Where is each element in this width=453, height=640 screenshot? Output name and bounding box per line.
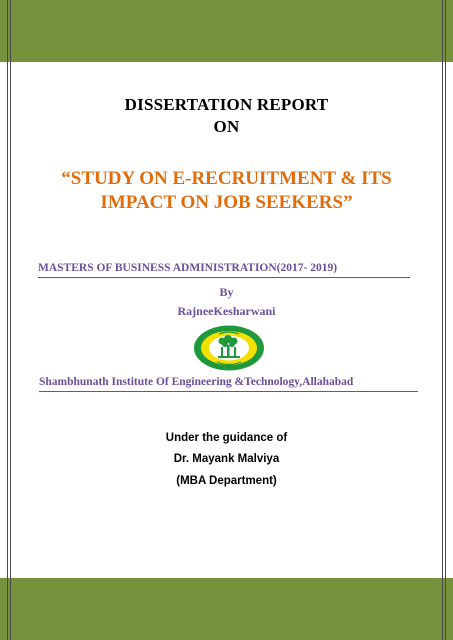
author-name: RajneeKesharwani: [177, 304, 276, 318]
guide-department: (MBA Department): [176, 475, 277, 487]
institute-name: [39, 376, 429, 388]
guide-name: Dr. Mayank Malviya: [173, 453, 280, 465]
institute-underline: [39, 391, 418, 392]
report-title: DISSERTATION REPORT: [124, 95, 329, 114]
report-title-on: ON: [213, 117, 240, 136]
page-body: [12, 62, 441, 578]
topic-line-2: IMPACT ON JOB SEEKERS”: [100, 192, 353, 213]
bottom-green-band: [0, 578, 453, 640]
guidance-label: Under the guidance of: [165, 432, 288, 444]
institute-seal-icon: [193, 325, 265, 371]
top-green-band: [0, 0, 453, 62]
by-label: By: [219, 285, 234, 299]
institute-text: Shambhunath Institute Of Engineering &Technology,Allahabad: [39, 376, 354, 388]
topic-line-1: “STUDY ON E-RECRUITMENT & ITS: [61, 168, 392, 189]
program-underline: [38, 277, 410, 278]
program-text: MASTERS OF BUSINESS ADMINISTRATION(2017- 2019): [38, 262, 338, 274]
program-name: [38, 262, 418, 274]
